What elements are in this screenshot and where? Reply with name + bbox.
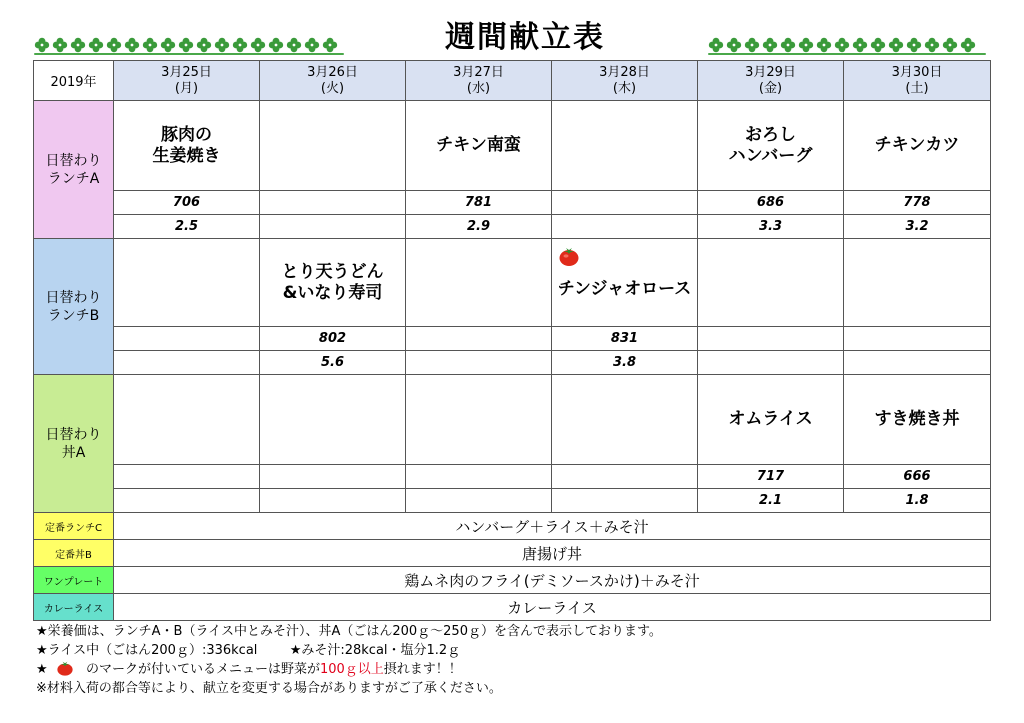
empty-cell xyxy=(260,489,406,513)
empty-cell xyxy=(406,375,552,465)
empty-cell xyxy=(552,191,698,215)
clover-icon xyxy=(322,37,338,53)
empty-cell xyxy=(552,101,698,191)
energy-lunch-a-sat: 778 xyxy=(844,191,991,215)
energy-lunch-a-mon: 706 xyxy=(114,191,260,215)
dish-lunch-a-wed: チキン南蛮 xyxy=(406,101,552,191)
fixed-label: 定番ランチC xyxy=(34,513,114,540)
fixed-row-lunch-c xyxy=(34,513,991,540)
don-a-salt-row xyxy=(34,489,991,513)
day-header-tue xyxy=(260,61,406,101)
dish-line1: とり天うどん xyxy=(281,261,384,282)
dish-line1: チンジャオロース xyxy=(557,279,692,299)
year-label: 2019年 xyxy=(34,61,114,101)
clover-icon xyxy=(852,37,868,53)
energy-don-a-sat: 666 xyxy=(844,465,991,489)
dish-lunch-b-thu xyxy=(552,239,698,327)
tomato-icon xyxy=(552,245,697,273)
clover-icon xyxy=(178,37,194,53)
salt-lunch-b-thu: 3.8 xyxy=(552,351,698,375)
dish-lunch-a-fri xyxy=(698,101,844,191)
day-date: 3月27日 xyxy=(453,64,504,80)
page-title: 週間献立表 xyxy=(445,20,605,55)
empty-cell xyxy=(406,351,552,375)
category-line1: 日替わり xyxy=(45,426,102,443)
clover-icon xyxy=(160,37,176,53)
category-line2: 丼A xyxy=(61,444,86,461)
category-lunch-a xyxy=(34,101,114,239)
day-date: 3月25日 xyxy=(161,64,212,80)
clover-line-right xyxy=(708,53,986,55)
empty-cell xyxy=(114,327,260,351)
clover-icon xyxy=(124,37,140,53)
empty-cell xyxy=(114,375,260,465)
clover-icon xyxy=(798,37,814,53)
clover-icon xyxy=(304,37,320,53)
clover-icon xyxy=(780,37,796,53)
clover-icon xyxy=(708,37,724,53)
category-line1: 日替わり xyxy=(45,152,102,169)
salt-don-a-sat: 1.8 xyxy=(844,489,991,513)
empty-cell xyxy=(406,239,552,327)
clover-line-left xyxy=(34,53,344,55)
day-of-week: (金) xyxy=(758,80,783,96)
fixed-row-don-b xyxy=(34,540,991,567)
fixed-label: カレーライス xyxy=(34,594,114,621)
dish-lunch-a-sat: チキンカツ xyxy=(844,101,991,191)
fixed-label: ワンプレート xyxy=(34,567,114,594)
note-line-2 xyxy=(36,641,996,660)
empty-cell xyxy=(552,465,698,489)
empty-cell xyxy=(406,489,552,513)
clover-icon xyxy=(726,37,742,53)
empty-cell xyxy=(260,191,406,215)
clover-icon xyxy=(744,37,760,53)
empty-cell xyxy=(698,327,844,351)
day-header-mon xyxy=(114,61,260,101)
clover-icon xyxy=(52,37,68,53)
salt-lunch-b-tue: 5.6 xyxy=(260,351,406,375)
day-of-week: (木) xyxy=(612,80,637,96)
dish-don-a-sat: すき焼き丼 xyxy=(844,375,991,465)
note-tomato-text: のマークが付いているメニューは野菜が xyxy=(85,662,320,677)
clover-icon xyxy=(906,37,922,53)
don-a-dish-row xyxy=(34,375,991,465)
fixed-dish: カレーライス xyxy=(114,594,991,621)
fixed-row-one-plate xyxy=(34,567,991,594)
empty-cell xyxy=(406,327,552,351)
dish-line1: おろし xyxy=(745,124,796,145)
day-of-week: (火) xyxy=(320,80,345,96)
empty-cell xyxy=(260,215,406,239)
note-line-1: ★栄養価は、ランチA・B（ライス中とみそ汁）、丼A（ごはん200ｇ～250ｇ）を含んで表示しております。 xyxy=(36,624,662,639)
clover-icon xyxy=(142,37,158,53)
category-lunch-b xyxy=(34,239,114,375)
dish-line1: 豚肉の xyxy=(161,124,212,145)
empty-cell xyxy=(114,489,260,513)
fixed-dish: 唐揚げ丼 xyxy=(114,540,991,567)
empty-cell xyxy=(698,239,844,327)
empty-cell xyxy=(114,465,260,489)
clover-icon xyxy=(196,37,212,53)
clover-icon xyxy=(34,37,50,53)
notes xyxy=(36,622,996,698)
clover-icon xyxy=(960,37,976,53)
clover-icon xyxy=(70,37,86,53)
salt-lunch-a-wed: 2.9 xyxy=(406,215,552,239)
fixed-dish: 鶏ムネ肉のフライ(デミソースかけ)＋みそ汁 xyxy=(114,567,991,594)
day-of-week: (水) xyxy=(466,80,491,96)
category-line2: ランチB xyxy=(47,307,100,324)
empty-cell xyxy=(114,239,260,327)
lunch-a-energy-row xyxy=(34,191,991,215)
lunch-b-energy-row xyxy=(34,327,991,351)
dish-lunch-b-tue xyxy=(260,239,406,327)
salt-lunch-a-sat: 3.2 xyxy=(844,215,991,239)
energy-lunch-a-fri: 686 xyxy=(698,191,844,215)
empty-cell xyxy=(114,351,260,375)
note-miso: ★みそ汁:28kcal・塩分1.2ｇ xyxy=(289,643,461,658)
day-date: 3月26日 xyxy=(307,64,358,80)
dish-don-a-fri: オムライス xyxy=(698,375,844,465)
clover-icon xyxy=(888,37,904,53)
energy-lunch-a-wed: 781 xyxy=(406,191,552,215)
note-line-3 xyxy=(36,660,996,679)
empty-cell xyxy=(552,489,698,513)
clover-icon xyxy=(250,37,266,53)
clover-icon xyxy=(232,37,248,53)
salt-don-a-fri: 2.1 xyxy=(698,489,844,513)
note-tomato-end: 摂れます！！ xyxy=(383,662,462,677)
clover-icon xyxy=(816,37,832,53)
category-line1: 日替わり xyxy=(45,289,102,306)
empty-cell xyxy=(406,465,552,489)
weekly-menu-table xyxy=(33,60,991,621)
clover-icon xyxy=(870,37,886,53)
dish-lunch-a-mon xyxy=(114,101,260,191)
clover-icon xyxy=(268,37,284,53)
empty-cell xyxy=(844,327,991,351)
day-header-thu xyxy=(552,61,698,101)
clover-icon xyxy=(942,37,958,53)
clover-icon xyxy=(924,37,940,53)
empty-cell xyxy=(260,465,406,489)
note-highlight: 100ｇ以上 xyxy=(319,662,384,677)
day-header-wed xyxy=(406,61,552,101)
day-date: 3月29日 xyxy=(745,64,796,80)
dish-line2: &いなり寿司 xyxy=(282,282,383,303)
clover-icon xyxy=(214,37,230,53)
fixed-row-curry xyxy=(34,594,991,621)
empty-cell xyxy=(552,375,698,465)
day-date: 3月28日 xyxy=(599,64,650,80)
note-rice: ★ライス中（ごはん200ｇ）:336kcal xyxy=(36,643,258,658)
energy-don-a-fri: 717 xyxy=(698,465,844,489)
lunch-a-dish-row xyxy=(34,101,991,191)
note-star: ★ xyxy=(36,662,48,677)
header-row xyxy=(34,61,991,101)
energy-lunch-b-tue: 802 xyxy=(260,327,406,351)
clover-icon xyxy=(106,37,122,53)
empty-cell xyxy=(844,239,991,327)
empty-cell xyxy=(260,101,406,191)
day-date: 3月30日 xyxy=(891,64,943,80)
category-line2: ランチA xyxy=(47,170,100,187)
day-header-fri xyxy=(698,61,844,101)
lunch-b-dish-row xyxy=(34,239,991,327)
clover-icon xyxy=(88,37,104,53)
day-of-week: (土) xyxy=(905,80,929,96)
empty-cell xyxy=(260,375,406,465)
clover-icon xyxy=(762,37,778,53)
don-a-energy-row xyxy=(34,465,991,489)
note-line-4: ※材料入荷の都合等により、献立を変更する場合がありますがご了承ください。 xyxy=(36,681,502,696)
empty-cell xyxy=(698,351,844,375)
salt-lunch-a-mon: 2.5 xyxy=(114,215,260,239)
lunch-b-salt-row xyxy=(34,351,991,375)
salt-lunch-a-fri: 3.3 xyxy=(698,215,844,239)
fixed-dish: ハンバーグ＋ライス＋みそ汁 xyxy=(114,513,991,540)
dish-line2: 生姜焼き xyxy=(152,145,221,166)
energy-lunch-b-thu: 831 xyxy=(552,327,698,351)
clover-icon xyxy=(834,37,850,53)
clover-icon xyxy=(286,37,302,53)
empty-cell xyxy=(844,351,991,375)
day-header-sat xyxy=(844,61,991,101)
title-row xyxy=(0,18,1024,58)
lunch-a-salt-row xyxy=(34,215,991,239)
tomato-icon xyxy=(56,660,74,676)
fixed-label: 定番丼B xyxy=(34,540,114,567)
empty-cell xyxy=(552,215,698,239)
day-of-week: (月) xyxy=(174,80,199,96)
category-don-a xyxy=(34,375,114,513)
dish-line2: ハンバーグ xyxy=(728,145,813,166)
